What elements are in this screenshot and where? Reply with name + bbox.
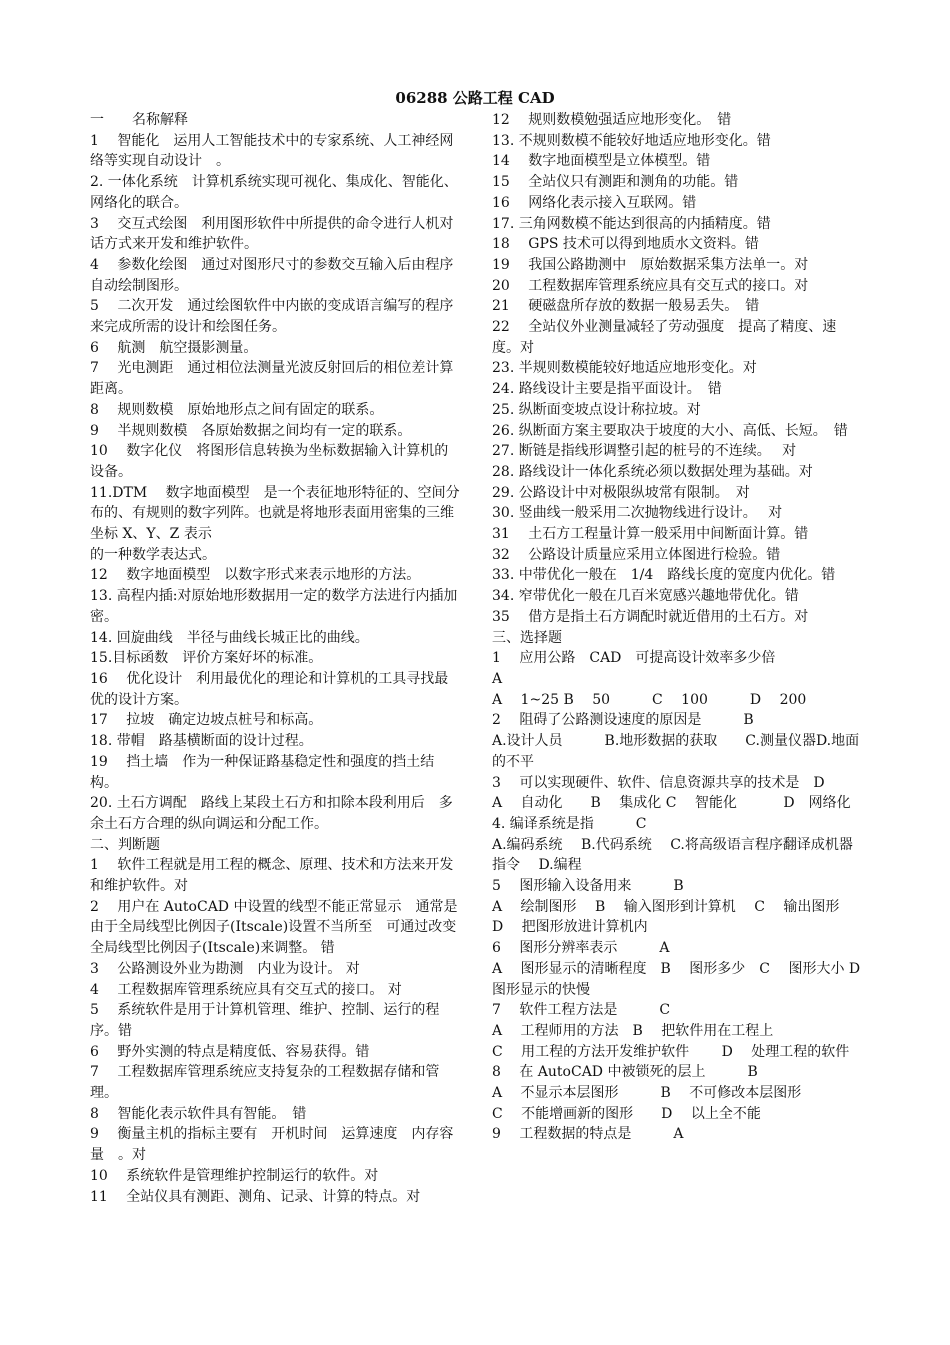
text-line: A 图形显示的清晰程度 B 图形多少 C 图形大小 D 图形显示的快慢 xyxy=(492,960,879,998)
text-line: 4 参数化绘图 通过对图形尺寸的参数交互输入后由程序自动绘制图形。 xyxy=(90,256,454,294)
text-line: 2 阻碍了公路测设速度的原因是 B xyxy=(492,712,754,729)
text-line: 6 野外实测的特点是精度低、容易获得。错 xyxy=(90,1043,370,1060)
text-line: A.编码系统 B.代码系统 C.将高级语言程序翻译成机器指令 D.编程 xyxy=(492,836,853,874)
text-line: 15 全站仪只有测距和测角的功能。错 xyxy=(492,174,739,191)
text-line: 22 全站仪外业测量减轻了劳动强度 提高了精度、速度。对 xyxy=(492,319,837,356)
text-line: A xyxy=(492,670,503,687)
text-line: 9 衡量主机的指标主要有 开机时间 运算速度 内存容量 。对 xyxy=(90,1126,454,1164)
text-line: C 用工程的方法开发维护软件 D 处理工程的软件 xyxy=(492,1043,850,1060)
text-line: 2 用户在 AutoCAD 中设置的线型不能正常显示 通常是由于全局线型比例因子(Itscale)设置不当所至 可通过改变全局线型比例因子(Itscale)来调整。 错 xyxy=(90,898,458,957)
text-line: A 工程师用的方法 B 把软件用在工程上 xyxy=(492,1022,774,1039)
text-line: 12 规则数模勉强适应地形变化。 错 xyxy=(492,112,732,128)
text-line: 23. 半规则数模能较好地适应地形变化。对 xyxy=(492,360,757,377)
text-line: 三、选择题 xyxy=(492,629,562,646)
text-line: 11.DTM 数字地面模型 是一个表征地形特征的、空间分布的、有规则的数字列阵。也就是将地形表面用密集的三维坐标 X、Y、Z 表示 xyxy=(90,484,460,543)
text-line: 34. 窄带优化一般在几百米宽感兴趣地带优化。错 xyxy=(492,588,799,605)
text-line: 1 智能化 运用人工智能技术中的专家系统、人工神经网络等实现自动设计 。 xyxy=(90,132,454,170)
text-line: 4. 编译系统是指 C xyxy=(492,815,647,832)
text-line: 16 优化设计 利用最优化的理论和计算机的工具寻找最优的设计方案。 xyxy=(90,670,449,708)
text-line: 6 航测 航空摄影测量。 xyxy=(90,339,258,356)
text-line: 18. 带帽 路基横断面的设计过程。 xyxy=(90,733,313,750)
text-line: 32 公路设计质量应采用立体图进行检验。错 xyxy=(492,546,781,563)
text-line: 14 数字地面模型是立体模型。错 xyxy=(492,153,711,170)
text-line: 28. 路线设计一体化系统必须以数据处理为基础。对 xyxy=(492,463,813,480)
text-line: 二、判断题 xyxy=(90,836,160,853)
right-column xyxy=(492,110,879,1145)
left-column xyxy=(90,110,462,1207)
text-line: A 绘制图形 B 输入图形到计算机 C 输出图形 D 把图形放进计算机内 xyxy=(492,898,854,936)
text-line: 30. 竖曲线一般采用二次抛物线进行设计。 对 xyxy=(492,505,783,522)
text-line: 6 图形分辨率表示 A xyxy=(492,940,670,957)
text-line: 31 土石方工程量计算一般采用中间断面计算。错 xyxy=(492,526,809,543)
text-line: 5 二次开发 通过绘图软件中内嵌的变成语言编写的程序来完成所需的设计和绘图任务。 xyxy=(90,298,454,336)
text-line: 33. 中带优化一般在 1/4 路线长度的宽度内优化。错 xyxy=(492,567,836,584)
text-line: 10 系统软件是管理维护控制运行的软件。对 xyxy=(90,1167,379,1184)
text-line: 9 半规则数模 各原始数据之间均有一定的联系。 xyxy=(90,422,412,439)
text-line: 1 软件工程就是用工程的概念、原理、技术和方法来开发和维护软件。对 xyxy=(90,857,454,895)
text-line: 5 图形输入设备用来 B xyxy=(492,878,684,895)
text-line: 的一种数学表达式。 xyxy=(90,546,216,563)
text-line: 20. 土石方调配 路线上某段土石方和扣除本段利用后 多余土石方合理的纵向调运和分配工作。 xyxy=(90,795,453,832)
text-line: 14. 回旋曲线 半径与曲线长城正比的曲线。 xyxy=(90,629,369,646)
text-line: 3 公路测设外业为勘测 内业为设计。 对 xyxy=(90,960,360,977)
text-line: 一 名称解释 xyxy=(90,112,188,128)
text-line: 24. 路线设计主要是指平面设计。 错 xyxy=(492,381,722,398)
text-line: 12 数字地面模型 以数字形式来表示地形的方法。 xyxy=(90,567,421,584)
text-line: 20 工程数据库管理系统应具有交互式的接口。对 xyxy=(492,277,809,294)
text-line: 7 软件工程方法是 C xyxy=(492,1002,671,1019)
text-line: 3 交互式绘图 利用图形软件中所提供的命令进行人机对话方式来开发和维护软件。 xyxy=(90,215,454,253)
text-line: 13. 高程内插:对原始地形数据用一定的数学方法进行内插加密。 xyxy=(90,588,458,625)
text-line: 8 智能化表示软件具有智能。 错 xyxy=(90,1105,307,1122)
text-line: 8 在 AutoCAD 中被锁死的层上 B xyxy=(492,1064,758,1081)
text-line: A.设计人员 B.地形数据的获取 C.测量仪器D.地面的不平 xyxy=(492,733,860,770)
text-line: 18 GPS 技术可以得到地质水文资料。错 xyxy=(492,236,759,253)
text-line: 27. 断链是指线形调整引起的桩号的不连续。 对 xyxy=(492,443,797,460)
text-line: C 不能增画新的图形 D 以上全不能 xyxy=(492,1105,761,1122)
text-line: 29. 公路设计中对极限纵坡常有限制。 对 xyxy=(492,484,750,501)
text-line: 3 可以实现硬件、软件、信息资源共享的技术是 D xyxy=(492,774,825,791)
text-line: 2. 一体化系统 计算机系统实现可视化、集成化、智能化、网络化的联合。 xyxy=(90,174,458,211)
text-line: 16 网络化表示接入互联网。错 xyxy=(492,194,697,211)
text-line: 4 工程数据库管理系统应具有交互式的接口。 对 xyxy=(90,981,402,998)
text-line: A 1~25 B 50 C 100 D 200 xyxy=(492,691,807,708)
text-line: 35 借方是指土石方调配时就近借用的土石方。对 xyxy=(492,608,809,625)
text-line: 5 系统软件是用于计算机管理、维护、控制、运行的程序。错 xyxy=(90,1002,440,1039)
text-line: 7 工程数据库管理系统应支持复杂的工程数据存储和管理。 xyxy=(90,1064,440,1102)
text-line: 21 硬磁盘所存放的数据一般易丢失。 错 xyxy=(492,298,760,315)
text-line: A 自动化 B 集成化 C 智能化 D 网络化 xyxy=(492,795,851,812)
text-line: 25. 纵断面变坡点设计称拉坡。对 xyxy=(492,401,701,418)
text-line: 8 规则数模 原始地形点之间有固定的联系。 xyxy=(90,401,384,418)
text-line: 1 应用公路 CAD 可提高设计效率多少倍 xyxy=(492,650,776,667)
text-line: 17 拉坡 确定边坡点桩号和标高。 xyxy=(90,712,323,729)
text-line: A 不显示本层图形 B 不可修改本层图形 xyxy=(492,1085,802,1102)
text-line: 9 工程数据的特点是 A xyxy=(492,1126,684,1143)
text-line: 13. 不规则数模不能较好地适应地形变化。错 xyxy=(492,132,771,149)
text-line: 19 挡土墙 作为一种保证路基稳定性和强度的挡土结构。 xyxy=(90,753,435,791)
text-line: 17. 三角网数模不能达到很高的内插精度。错 xyxy=(492,215,771,232)
text-line: 15.目标函数 评价方案好坏的标准。 xyxy=(90,650,323,667)
text-line: 11 全站仪具有测距、测角、记录、计算的特点。对 xyxy=(90,1188,421,1205)
text-line: 19 我国公路勘测中 原始数据采集方法单一。对 xyxy=(492,256,809,273)
text-line: 10 数字化仪 将图形信息转换为坐标数据输入计算机的设备。 xyxy=(90,443,449,480)
document-title: 06288 公路工程 CAD xyxy=(395,89,555,107)
text-line: 7 光电测距 通过相位法测量光波反射回后的相位差计算距离。 xyxy=(90,360,454,398)
text-line: 26. 纵断面方案主要取决于坡度的大小、高低、长短。 错 xyxy=(492,422,848,439)
